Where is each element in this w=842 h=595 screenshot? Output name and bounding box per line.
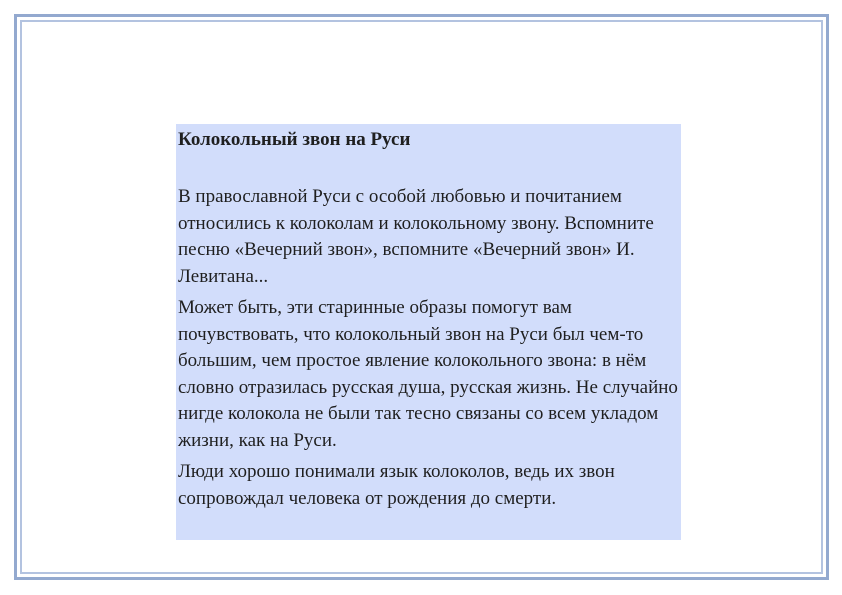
paragraph-1: В православной Руси с особой любовью и почитанием относились к колоколам и колокольному звону. Вспомните песню «Вечерний звон», вспомните «Вечерний звон» И. Левитана...	[178, 186, 654, 287]
paragraph-3: Люди хорошо понимали язык колоколов, ведь их звон сопровождал человека от рождения до смерти.	[178, 461, 615, 509]
slide-title: Колокольный звон на Руси	[178, 129, 411, 150]
paragraph-2: Может быть, эти старинные образы помогут вам почувствовать, что колокольный звон на Руси был чем-то большим, чем простое явление колокольного звона: в нём словно отразилась русская душа, русская жизнь. Не случайно нигде колокола не были так тесно связаны со всем укладом жизни, как на Руси.	[178, 297, 678, 451]
text-block	[176, 124, 681, 540]
